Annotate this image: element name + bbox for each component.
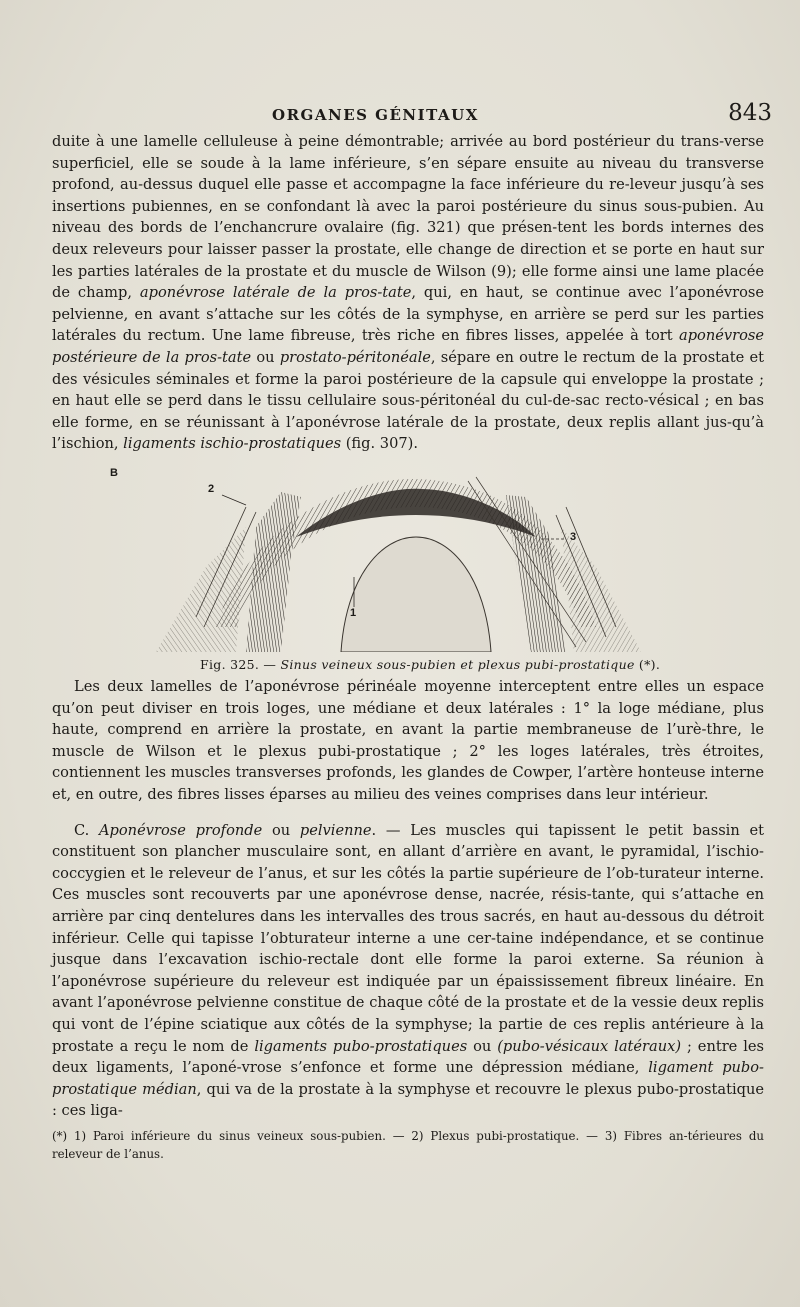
text-run: ; entre les deux ligaments, l’aponé-vrose s’enfonce et forme une dépression médiane, bbox=[52, 1037, 765, 1077]
anatomical-engraving bbox=[96, 467, 696, 652]
italic-term: aponévrose postérieure de la pros-tate bbox=[52, 327, 764, 366]
figure-label-3: 3 bbox=[570, 531, 577, 543]
italic-term: prostato-péritonéale bbox=[279, 348, 431, 366]
running-head bbox=[0, 100, 800, 130]
text-run: (fig. 307). bbox=[341, 435, 418, 453]
text-run: duite à une lamelle celluleuse à peine démontrable; arrivée au bord postérieur du trans-verse superficiel, elle se soude à la lame inférieure, s’en sépare ensuite au niveau du transverse profond, au-dessus duquel elle passe et accompagne la face inférieure du re-leveur jusqu’à ses insertions pubiennes, en se confondant là avec la paroi postérieure du sinus sous-pubien. Au niveau des bords de l’enchancrure ovalaire (fig. 321) que présen-tent les bords internes des deux releveurs pour laisser passer la prostate, elle change de direction et se porte en haut sur les parties latérales de la prostate et du muscle de Wilson (9); elle forme ainsi une lame placée de champ, bbox=[52, 133, 764, 302]
text-run: ou bbox=[262, 821, 300, 839]
left-levator-fibres bbox=[156, 527, 246, 652]
text-run: C. bbox=[74, 821, 100, 839]
paragraph-loges bbox=[52, 676, 764, 806]
text-run: ou bbox=[251, 348, 280, 366]
italic-term: pelvienne bbox=[299, 821, 372, 839]
right-levator-fibres bbox=[561, 527, 641, 652]
caption-prefix: Fig. 325. — bbox=[200, 657, 281, 672]
text-run: ou bbox=[467, 1037, 498, 1055]
italic-term: ligaments ischio-prostatiques bbox=[123, 435, 342, 453]
footnote: (*) 1) Paroi inférieure du sinus veineux sous-pubien. — 2) Plexus pubi-prostatique. — 3) Fibres an-térieures du releveur de l’anus. bbox=[52, 1129, 764, 1161]
figure-label-1: 1 bbox=[350, 607, 357, 619]
running-title: ORGANES GÉNITAUX bbox=[272, 106, 479, 124]
italic-term: Aponévrose profonde bbox=[99, 821, 263, 839]
italic-term: aponévrose latérale de la pros-tate bbox=[139, 284, 412, 302]
figure-caption bbox=[200, 657, 760, 672]
caption-italic: Sinus veineux sous-pubien et plexus pubi-prostatique bbox=[280, 657, 635, 672]
figure-325 bbox=[96, 467, 696, 652]
italic-term: ligaments pubo-prostatiques bbox=[254, 1037, 468, 1055]
paragraph-aponevrose-pelvienne bbox=[52, 820, 764, 1122]
text-run: . — Les muscles qui tapissent le petit bassin et constituent son plancher musculaire sont, en allant d’arrière en avant, le pyramidal, l’ischio-coccygien et le releveur de l’anus, et sur les côtés la partie supérieure de l’ob-turateur interne. Ces muscles sont recouverts par une aponévrose dense, nacrée, résis-tante, qui s’attache en arrière par cinq dentelures dans les intervalles des trous sacrés, en haut au-dessous du détroit inférieur. Celle qui tapisse l’obturateur interne a une cer-taine indépendance, et se continue jusque dans l’excavation ischio-rectale dont elle forme la paroi externe. Sa réunion à l’aponévrose supérieure du releveur est indiquée par un épaississement fibreux linéaire. En avant l’aponévrose pelvienne constitue de chaque côté de la prostate et de la vessie deux replis qui vont de l’épine sciatique aux côtés de la symphyse; la partie de ces replis antérieure à la prostate a reçu le nom de bbox=[52, 821, 764, 1055]
text-run: , qui, en haut, se continue avec l’aponévrose pelvienne, en avant s’attache sur les côtés de la symphyse, en arrière se perd sur les parties latérales du rectum. Une lame fibreuse, très riche en fibres lisses, appelée à tort bbox=[52, 284, 764, 345]
italic-term: ligament pubo-prostatique médian bbox=[52, 1059, 764, 1098]
italic-term: (pubo-vésicaux latéraux) bbox=[497, 1037, 682, 1055]
page-number: 843 bbox=[728, 100, 772, 126]
paragraph-aponevrose-laterale bbox=[52, 131, 764, 455]
prostate-dome bbox=[341, 537, 491, 652]
text-run: , qui va de la prostate à la symphyse et recouvre le plexus pubo-prostatique : ces liga- bbox=[52, 1080, 764, 1120]
text-run: Les deux lamelles de l’aponévrose périnéale moyenne interceptent entre elles un espace qu’on peut diviser en trois loges, une médiane et deux latérales : 1° la loge médiane, plus haute, comprend en arrière la prostate, en avant la partie membraneuse de l’urè-thre, le muscle de Wilson et le plexus pubi-prostatique ; 2° les loges latérales, très étroites, contiennent les muscles transverses profonds, les glandes de Cowper, l’artère honteuse interne et, en outre, des fibres lisses éparses au milieu des veines comprises dans leur intérieur. bbox=[52, 678, 764, 803]
text-block-top bbox=[52, 131, 764, 455]
text-run: , sépare en outre le rectum de la prostate et des vésicules séminales et forme la paroi postérieure de la capsule qui enveloppe la prostate ; en haut elle se perd dans le tissu cellulaire sous-péritonéal du cul-de-sac recto-vésical ; en bas elle forme, en se réunissant à l’aponévrose latérale de la prostate, deux replis allant jus-qu’à l’ischion, bbox=[52, 348, 765, 453]
figure-label-2: 2 bbox=[208, 483, 215, 495]
text-block-bottom bbox=[52, 676, 764, 1122]
caption-suffix: (*). bbox=[634, 657, 661, 672]
figure-label-b: B bbox=[110, 467, 118, 479]
